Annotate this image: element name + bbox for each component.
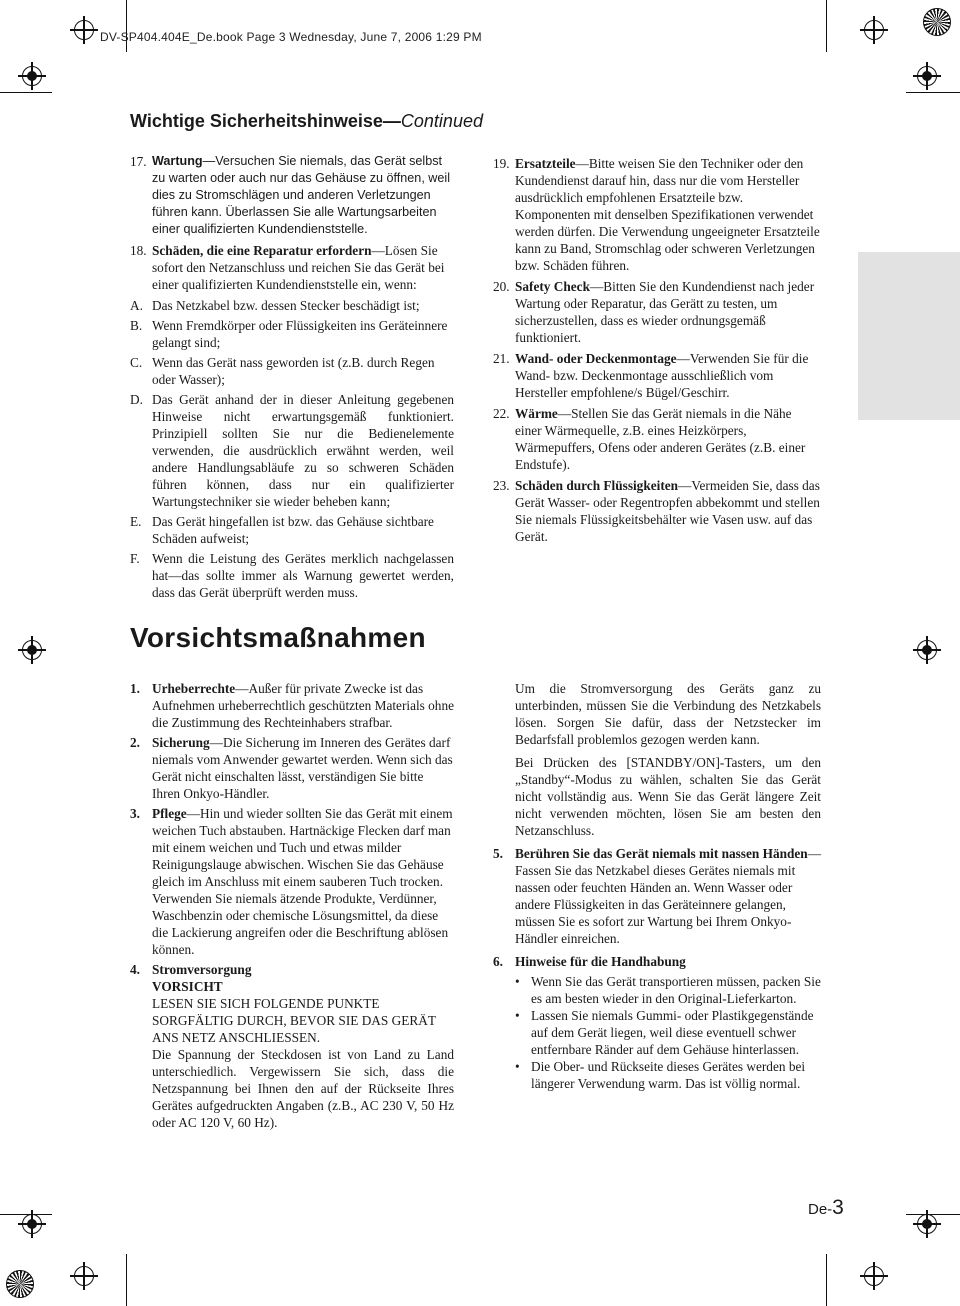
bullet-item [515,973,821,1007]
item-number: 1. [130,681,140,696]
item-heading: Ersatzteile [515,156,576,171]
page-number-value: 3 [832,1196,844,1219]
registration-mark-icon [18,636,46,664]
precautions-right [493,680,821,1092]
registration-mark-icon [913,636,941,664]
color-target-icon [923,8,951,36]
item-text: —Vermeiden Sie, dass das Gerät Wasser- oder Regentropfen abbekommt und stellen Sie niemals Flüssigkeitsbehälter wie Vasen usw. auf das Gerät. [515,478,820,544]
item-number: 3. [130,806,140,821]
item-heading: Schäden, die eine Reparatur erfordern [152,243,372,258]
item-text: —Versuchen Sie niemals, das Gerät selbst zu warten oder auch nur das Gehäuse zu öffnen, weil dies zu Stromschlägen und anderen Verletzungen führen kann. Überlassen Sie alle Wartungsarbeiten einer qualifizierten Kundendienststelle. [152,154,451,236]
section-title [130,111,483,132]
item-number: 21. [493,351,510,366]
item-heading: Pflege [152,806,187,821]
bullet-text: Lassen Sie niemals Gummi- oder Plastikgegenstände auf dem Gerät liegen, weil diese eventuell schwer entfernbare Ränder auf dem Gehäuse hinterlassen. [531,1008,814,1057]
item-letter: A. [130,298,143,313]
item-number: 5. [493,846,503,861]
bullet-icon: • [515,1008,520,1023]
list-item [130,961,454,1131]
item-heading: Schäden durch Flüssigkeiten [515,478,679,493]
item-number: 2. [130,735,140,750]
crop-mark [906,92,960,93]
item-number: 19. [493,156,510,171]
bullet-list [493,973,821,1092]
item-heading: Wärme [515,406,558,421]
registration-mark-icon [70,1262,98,1290]
item-letter: D. [130,392,143,407]
item-text: Das Gerät anhand der in dieser Anleitung gegebenen Hinweise nicht erwartungsgemäß funktioniert. Prinzipiell sollten Sie nur die Bedienelemente verwenden, die ausdrücklich erwähnt werden, weil andere Handlungsabläufe zu so schweren Schäden führen können, dass nur ein qualifizierter Wartungstechniker sie wieder beheben kann; [152,392,454,509]
list-item [130,550,454,601]
color-target-icon [6,1270,34,1298]
side-tab [858,252,960,420]
item-text: Das Netzkabel bzw. dessen Stecker beschädigt ist; [152,298,420,313]
item-text: —Stellen Sie das Gerät niemals in die Nähe einer Wärmequelle, z.B. eines Heizkörpers, Wärmepuffers, Ofens oder anderen Gerätes (z.B. einer Endstufe). [515,406,806,472]
item-heading: Berühren Sie das Gerät niemals mit nassen Händen [515,846,808,861]
item-heading: Urheberrechte [152,681,236,696]
list-item [493,405,821,473]
crop-mark [0,1214,52,1215]
registration-mark-icon [913,62,941,90]
item-text: —Lösen Sie sofort den Netzanschluss und reichen Sie das Gerät bei einer qualifizierten Kundendienststelle ein, wenn: [152,243,445,292]
item-text: Das Gerät hingefallen ist bzw. das Gehäuse sichtbare Schäden aufweist; [152,514,434,546]
item-heading: Sicherung [152,735,210,750]
item-number: 23. [493,478,510,493]
list-item [130,680,454,731]
item-text: —Bitte weisen Sie den Techniker oder den Kundendienst darauf hin, dass nur die vom Hersteller ausdrücklich empfohlenen Ersatzteile bzw. Komponenten mit denselben Spezifikationen verwendet werden dürfen. Die Verwendung ungeeigneter Ersatzteile kann zu Band, Stromschlag oder schweren Verletzungen bzw. Schäden führen. [515,156,820,273]
item-text: Wenn die Leistung des Gerätes merklich nachgelassen hat—das sollte immer als Warnung gewertet werden, dass das Gerät überprüft werden muss. [152,551,454,600]
section-heading: Vorsichtsmaßnahmen [130,622,426,653]
list-item [493,278,821,346]
item-text: —Die Sicherung im Inneren des Gerätes darf niemals vom Anwender gewartet werden. Wenn sich das Gerät nicht einschalten lässt, verständigen Sie bitte Ihren Onkyo-Händler. [152,735,453,801]
item-letter: E. [130,514,142,529]
list-item [130,805,454,958]
item-text: —Bitten Sie den Kundendienst nach jeder Wartung oder Reparatur, das Gerätt zu testen, um sicherzustellen, dass es wieder ordnungsgemäß funktioniert. [515,279,815,345]
registration-mark-icon [860,16,888,44]
item-heading: Wand- oder Deckenmontage [515,351,677,366]
item-heading: Stromversorgung [152,962,252,977]
list-item [130,242,454,293]
bullet-item [515,1058,821,1092]
item-letter: F. [130,551,140,566]
section-title-dash: — [382,111,401,131]
paragraph: Um die Stromversorgung des Geräts ganz zu unterbinden, müssen Sie die Verbindung des Netzkabels lösen. Sorgen Sie dafür, dass der Netzstecker im Bedarfsfall problemlos gezogen werden kann. [515,681,821,747]
safety-list-right [493,155,821,549]
item-text: —Außer für private Zwecke ist das Aufnehmen urheberrechtlich geschützten Materials ohne die Zustimmung des Rechteinhabers strafbar. [152,681,455,730]
crop-mark [826,1254,827,1306]
paragraph: Bei Drücken des [STANDBY/ON]-Tasters, um den „Standby“-Modus zu wählen, schalten Sie das Gerät nicht vollständig aus. Wenn Sie das Gerät längere Zeit nicht verwenden möchten, lösen Sie am besten den Netzanschluss. [515,755,821,838]
item-number: 17. [130,154,147,169]
list-item [130,513,454,547]
bullet-text: Wenn Sie das Gerät transportieren müssen, packen Sie es am besten wieder in den Original-Lieferkarton. [531,974,821,1006]
item-heading: Wartung [152,154,203,168]
list-item [130,354,454,388]
list-item [130,153,454,238]
item-text: —Hin und wieder sollten Sie das Gerät mit einem weichen Tuch abstauben. Hartnäckige Flecken darf man mit einem weichen und Tuch und etwas milder Reinigungslauge abwischen. Wischen Sie das Gehäuse gleich im Anschluss mit einem sauberen Tuch trocken. Verwenden Sie niemals ätzende Produkte, Verdünner, Waschbenzin oder chemische Lösungsmittel, da diese die Lackierung angreifen oder die Beschriftung ablösen können. [152,806,453,957]
item-text: Die Spannung der Steckdosen ist von Land zu Land unterschiedlich. Vergewissern Sie sich, dass die Netzspannung bei Ihnen den auf der Rückseite Ihres Gerätes aufgedruckten Angaben (z.B., AC 230 V, 50 Hz oder AC 120 V, 60 Hz). [152,1047,454,1130]
caution-text: LESEN SIE SICH FOLGENDE PUNKTE SORGFÄLTIG DURCH, BEVOR SIE DAS GERÄT ANS NETZ ANSCHLIESSEN. [152,996,436,1045]
list-item [493,350,821,401]
item-text: Wenn Fremdkörper oder Flüssigkeiten ins Geräteinnere gelangt sind; [152,318,448,350]
crop-mark [126,0,127,52]
section-title-main: Wichtige Sicherheitshinweise [130,111,383,131]
item-letter: B. [130,318,143,333]
registration-mark-icon [18,62,46,90]
safety-list-left [130,153,454,604]
item-letter: C. [130,355,143,370]
list-item [493,953,821,970]
item-text: —Fassen Sie das Netzkabel dieses Gerätes niemals mit nassen oder feuchten Händen an. Wenn Wasser oder andere Flüssigkeiten in das Geräteinnere gelangen, müssen Sie es sofort zur Wartung bei Ihrem Onkyo-Händler einreichen. [515,846,821,946]
list-item [130,391,454,510]
crop-mark [0,92,52,93]
crop-mark [826,0,827,52]
list-item [130,317,454,351]
list-item [130,297,454,314]
item-number: 18. [130,243,147,258]
section-title-continued: Continued [400,111,483,131]
item-heading: Hinweise für die Handhabung [515,954,686,969]
bullet-item [515,1007,821,1058]
list-item [493,155,821,274]
bullet-icon: • [515,974,520,989]
caution-label: VORSICHT [152,979,223,994]
page-number [808,1196,844,1220]
list-item [493,845,821,947]
item-number: 4. [130,962,140,977]
page-number-prefix: De- [808,1201,833,1218]
registration-mark-icon [70,16,98,44]
item-text: Wenn das Gerät nass geworden ist (z.B. durch Regen oder Wasser); [152,355,435,387]
item-text: —Verwenden Sie für die Wand- bzw. Deckenmontage ausschließlich vom Hersteller empfohlene/s Bügel/Geschirr. [515,351,809,400]
crop-mark [906,1214,960,1215]
bullet-text: Die Ober- und Rückseite dieses Gerätes werden bei längerer Verwendung warm. Das ist völlig normal. [531,1059,806,1091]
item-heading: Safety Check [515,279,590,294]
list-item [493,477,821,545]
item-number: 20. [493,279,510,294]
list-item [130,734,454,802]
file-header: DV-SP404.404E_De.book Page 3 Wednesday, June 7, 2006 1:29 PM [100,30,482,44]
item-number: 6. [493,954,503,969]
crop-mark [126,1254,127,1306]
bullet-icon: • [515,1059,520,1074]
item-number: 22. [493,406,510,421]
precautions-left [130,680,454,1134]
registration-mark-icon [860,1262,888,1290]
